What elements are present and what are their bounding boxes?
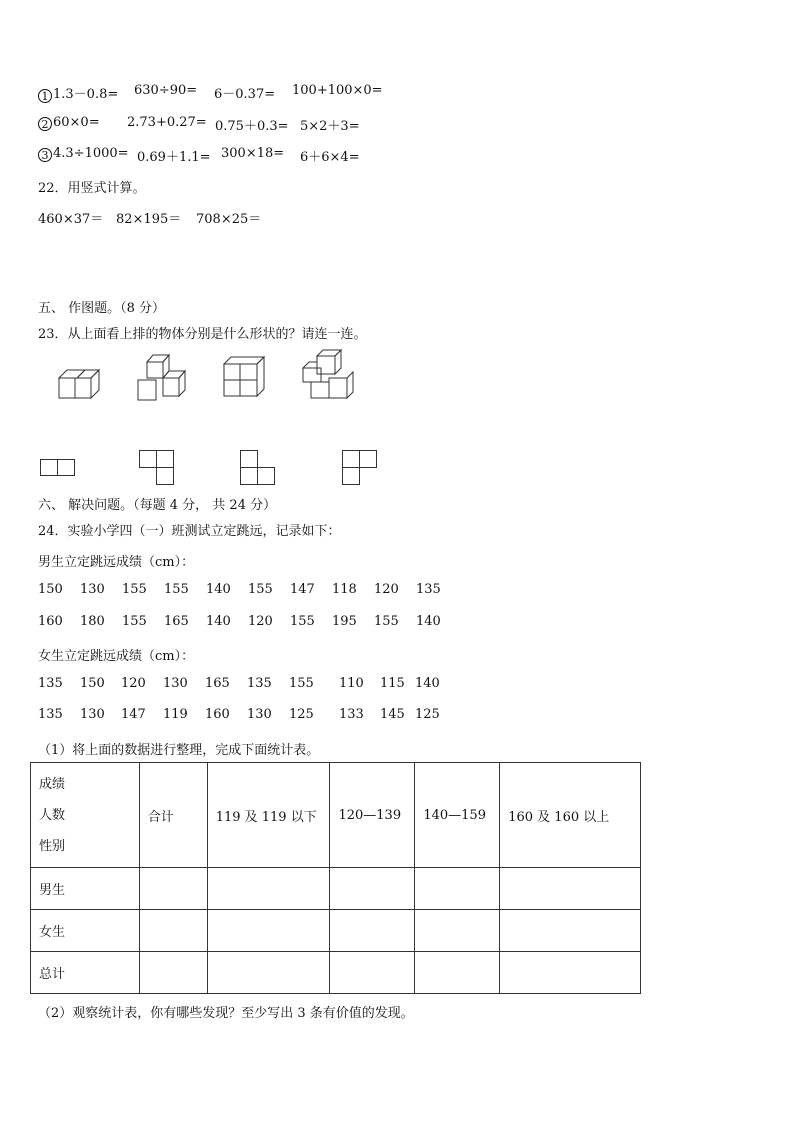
score: 130 [163, 676, 188, 691]
top-view-shape-4 [342, 450, 378, 486]
row-header-girls: 女生 [31, 910, 140, 952]
score: 119 [163, 707, 188, 722]
table-row [31, 952, 641, 994]
score: 155 [122, 582, 147, 597]
oral-calc-row-3 [38, 146, 129, 162]
score: 140 [206, 614, 231, 629]
column-header-160-above: 160 及 160 以上 [500, 763, 641, 868]
table-corner-cell [31, 763, 140, 868]
question-22-title: 22．用竖式计算。 [38, 181, 146, 196]
expression: 630÷90= [134, 83, 198, 98]
score: 160 [205, 707, 230, 722]
expression: 6＋6×4= [300, 150, 360, 165]
column-header-120-139: 120—139 [330, 763, 415, 868]
circled-number-1: 1 [38, 89, 52, 103]
expression: 5×2＋3= [300, 119, 360, 134]
circled-number-3: 3 [38, 148, 52, 162]
score: 133 [339, 707, 364, 722]
score: 155 [164, 582, 189, 597]
row-header-total: 总计 [31, 952, 140, 994]
score: 130 [247, 707, 272, 722]
score: 140 [415, 676, 440, 691]
expression: 100+100×0= [292, 83, 383, 98]
score: 120 [248, 614, 273, 629]
vertical-calc-item: 708×25＝ [196, 212, 262, 227]
score: 155 [122, 614, 147, 629]
score: 155 [248, 582, 273, 597]
score: 135 [38, 676, 63, 691]
corner-label-count: 人数 [39, 807, 66, 823]
vertical-calc-item: 82×195＝ [116, 212, 182, 227]
score: 145 [380, 707, 405, 722]
oral-calc-row-1 [38, 83, 118, 103]
score: 125 [415, 707, 440, 722]
top-view-shape-1 [40, 459, 76, 477]
boys-label: 男生立定跳远成绩（cm）： [38, 555, 195, 570]
circled-number-2: 2 [38, 117, 52, 131]
score: 130 [80, 582, 105, 597]
score: 110 [339, 676, 364, 691]
score: 165 [164, 614, 189, 629]
expression: 2.73+0.27= [127, 115, 207, 130]
blank-cell[interactable] [500, 868, 641, 910]
score: 140 [416, 614, 441, 629]
section-5-title: 五、 作图题。（8 分） [38, 301, 166, 316]
cube-figure-3 [222, 355, 270, 401]
corner-label-gender: 性别 [39, 838, 66, 854]
expression: 1.3－0.8= [53, 87, 119, 102]
score: 135 [416, 582, 441, 597]
column-header-below-119: 119 及 119 以下 [207, 763, 330, 868]
expression: 4.3÷1000= [53, 146, 129, 161]
expression: 0.69＋1.1= [137, 150, 211, 165]
score: 135 [247, 676, 272, 691]
cube-figure-1 [55, 363, 105, 403]
score: 155 [374, 614, 399, 629]
score: 195 [332, 614, 357, 629]
section-6-title: 六、 解决问题。（每题 4 分， 共 24 分） [38, 498, 277, 513]
blank-cell[interactable] [207, 868, 330, 910]
statistics-table [30, 762, 641, 994]
blank-cell[interactable] [415, 868, 500, 910]
vertical-calc-item: 460×37＝ [38, 212, 104, 227]
score: 155 [289, 676, 314, 691]
top-view-shape-3 [240, 450, 276, 486]
score: 115 [380, 676, 405, 691]
column-header-total: 合计 [139, 763, 207, 868]
blank-cell[interactable] [500, 952, 641, 994]
blank-cell[interactable] [139, 910, 207, 952]
blank-cell[interactable] [139, 868, 207, 910]
girls-label: 女生立定跳远成绩（cm）： [38, 649, 195, 664]
row-header-boys: 男生 [31, 868, 140, 910]
score: 147 [121, 707, 146, 722]
blank-cell[interactable] [139, 952, 207, 994]
column-header-140-159: 140—159 [415, 763, 500, 868]
corner-label-score: 成绩 [39, 776, 66, 792]
oral-calc-row-2 [38, 115, 100, 131]
score: 140 [206, 582, 231, 597]
score: 130 [80, 707, 105, 722]
sub-question-1: （1）将上面的数据进行整理，完成下面统计表。 [38, 743, 320, 758]
blank-cell[interactable] [330, 868, 415, 910]
blank-cell[interactable] [330, 910, 415, 952]
score: 120 [374, 582, 399, 597]
blank-cell[interactable] [415, 910, 500, 952]
score: 147 [290, 582, 315, 597]
score: 150 [38, 582, 63, 597]
question-24-title: 24．实验小学四（一）班测试立定跳远，记录如下： [38, 524, 341, 539]
blank-cell[interactable] [415, 952, 500, 994]
expression: 60×0= [53, 115, 100, 130]
table-row [31, 910, 641, 952]
score: 125 [289, 707, 314, 722]
blank-cell[interactable] [207, 952, 330, 994]
table-row [31, 868, 641, 910]
score: 180 [80, 614, 105, 629]
blank-cell[interactable] [500, 910, 641, 952]
blank-cell[interactable] [207, 910, 330, 952]
cube-figure-4 [299, 348, 355, 402]
score: 135 [38, 707, 63, 722]
question-23-title: 23．从上面看上排的物体分别是什么形状的？请连一连。 [38, 327, 367, 342]
cube-figure-2 [136, 352, 190, 404]
expression: 300×18= [221, 146, 285, 161]
score: 160 [38, 614, 63, 629]
expression: 6－0.37= [214, 87, 276, 102]
score: 150 [80, 676, 105, 691]
expression: 0.75＋0.3= [215, 119, 289, 134]
score: 155 [290, 614, 315, 629]
score: 118 [332, 582, 357, 597]
sub-question-2: （2）观察统计表，你有哪些发现？至少写出 3 条有价值的发现。 [38, 1006, 414, 1021]
top-view-shape-2 [139, 450, 175, 486]
score: 120 [121, 676, 146, 691]
blank-cell[interactable] [330, 952, 415, 994]
score: 165 [205, 676, 230, 691]
